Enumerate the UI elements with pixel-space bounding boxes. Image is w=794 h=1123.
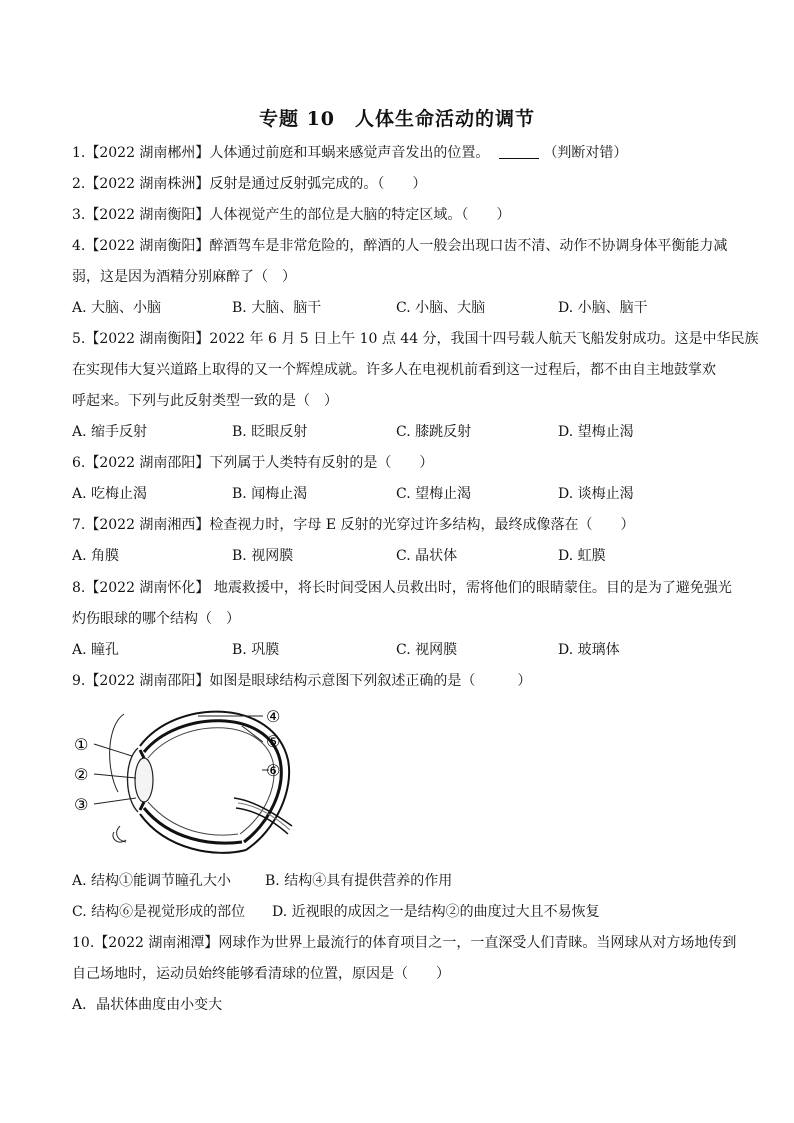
question-7-line-1: 7.【2022 湖南湘西】检查视力时，字母 E 反射的光穿过许多结构，最终成像落在（ ） [72, 517, 635, 533]
option-b: B. 巩膜 [232, 642, 280, 658]
label-4: ④ [266, 707, 281, 726]
option-a: A. 吃梅止渴 [72, 486, 148, 502]
question-8-options [72, 640, 732, 660]
question-9-options-row-1 [72, 871, 732, 891]
label-6: ⑥ [266, 761, 281, 780]
question-5-line-3: 呼起来。下列与此反射类型一致的是（ ） [72, 393, 338, 409]
option-d: D. 望梅止渴 [558, 424, 634, 440]
question-8-line-2: 灼伤眼球的哪个结构（ ） [72, 611, 240, 627]
option-a: A. 结构①能调节瞳孔大小 [72, 873, 232, 889]
option-d: D. 小脑、脑干 [558, 300, 648, 316]
question-4-line-2: 弱，这是因为酒精分别麻醉了（ ） [72, 269, 296, 285]
question-3: 3.【2022 湖南衡阳】人体视觉产生的部位是大脑的特定区域。（ ） [72, 207, 511, 223]
page-title: 专题 10 人体生命活动的调节 [258, 108, 536, 130]
question-1 [72, 143, 732, 163]
label-5: ⑤ [266, 732, 281, 751]
option-c: C. 膝跳反射 [396, 424, 472, 440]
question-5-line-2: 在实现伟大复兴道路上取得的又一个辉煌成就。许多人在电视机前看到这一过程后，都不由自主地鼓掌欢 [72, 362, 716, 378]
option-b: B. 视网膜 [232, 548, 294, 564]
question-5-line-1: 5.【2022 湖南衡阳】2022 年 6 月 5 日上午 10 点 44 分，我国十四号载人航天飞船发射成功。这是中华民族 [72, 331, 759, 347]
question-4-line-1: 4.【2022 湖南衡阳】醉酒驾车是非常危险的，醉酒的人一般会出现口齿不清、动作不协调身体平衡能力减 [72, 238, 728, 254]
option-b: B. 闻梅止渴 [232, 486, 308, 502]
option-c: C. 视网膜 [396, 642, 458, 658]
retina-shape [148, 728, 274, 834]
lens-shape [135, 758, 153, 802]
label-2: ② [74, 765, 89, 784]
question-10-line-2: 自己场地时，运动员始终能够看清球的位置，原因是（ ） [72, 966, 450, 982]
answer-blank [499, 144, 539, 159]
eyeball-diagram [66, 700, 306, 860]
question-6-line-1: 6.【2022 湖南邵阳】下列属于人类特有反射的是（ ） [72, 455, 434, 471]
option-c: C. 小脑、大脑 [396, 300, 486, 316]
option-c: C. 晶状体 [396, 548, 458, 564]
question-9-line-1: 9.【2022 湖南邵阳】如图是眼球结构示意图下列叙述正确的是（ ） [72, 673, 532, 689]
question-7-options [72, 546, 732, 566]
question-1-text: 1.【2022 湖南郴州】人体通过前庭和耳蜗来感觉声音发出的位置。 [72, 145, 490, 161]
question-9-options-row-2 [72, 902, 732, 922]
question-8-line-1: 8.【2022 湖南怀化】 地震救援中，将长时间受困人员救出时，需将他们的眼睛蒙住。目的是为了避免强光 [72, 580, 732, 596]
question-10-option-a: A．晶状体曲度由小变大 [72, 997, 223, 1013]
question-4-options [72, 298, 732, 318]
option-d: D. 玻璃体 [558, 642, 620, 658]
choroid-shape [144, 721, 281, 842]
option-b: B. 结构④具有提供营养的作用 [265, 873, 453, 889]
option-b: B. 大脑、脑干 [232, 300, 322, 316]
option-c: C. 望梅止渴 [396, 486, 472, 502]
option-d: D. 虹膜 [558, 548, 606, 564]
question-2: 2.【2022 湖南株洲】反射是通过反射弧完成的。（ ） [72, 176, 427, 192]
option-d: D. 谈梅止渴 [558, 486, 634, 502]
option-d: D. 近视眼的成因之一是结构②的曲度过大且不易恢复 [272, 904, 600, 920]
question-10-line-1: 10.【2022 湖南湘潭】网球作为世界上最流行的体育项目之一，一直深受人们青睐。当网球从对方场地传到 [72, 935, 737, 951]
option-a: A. 缩手反射 [72, 424, 148, 440]
label-1: ① [74, 735, 89, 754]
question-1-tail: （判断对错） [543, 145, 628, 161]
option-c: C. 结构⑥是视觉形成的部位 [72, 904, 246, 920]
question-6-options [72, 484, 732, 504]
lower-eyelid-line [117, 826, 126, 842]
label-3: ③ [74, 795, 89, 814]
question-5-options [72, 422, 732, 442]
option-a: A. 角膜 [72, 548, 120, 564]
option-b: B. 眨眼反射 [232, 424, 308, 440]
option-a: A. 瞳孔 [72, 642, 120, 658]
option-a: A. 大脑、小脑 [72, 300, 162, 316]
